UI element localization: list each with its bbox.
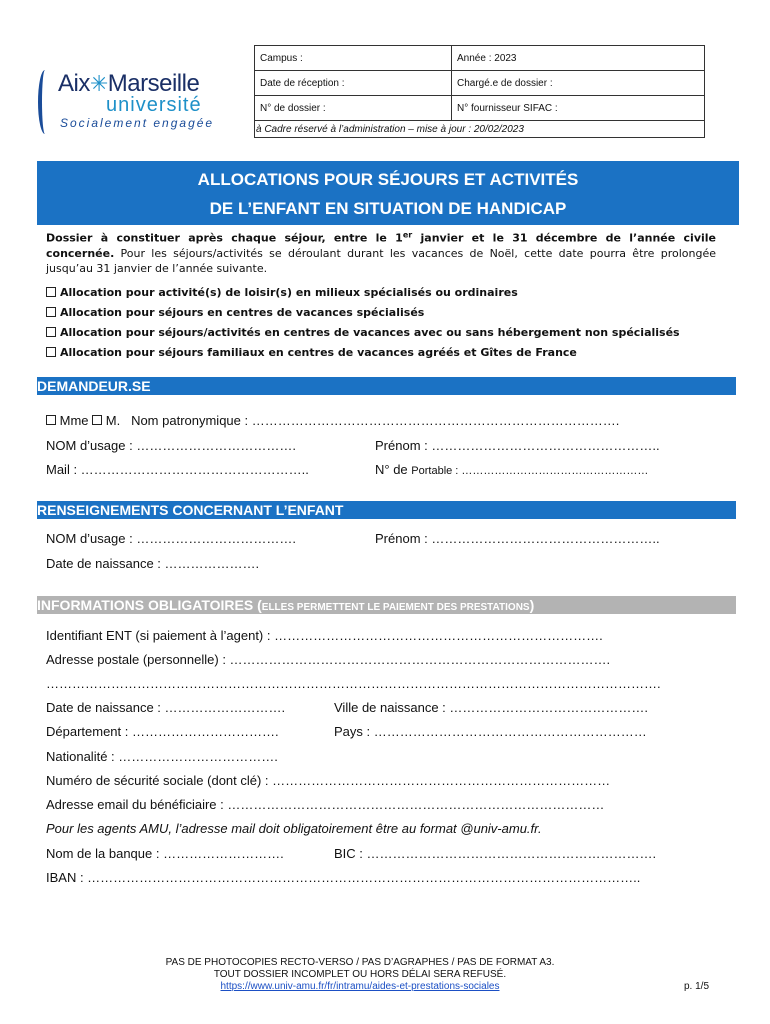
- enfant-naissance[interactable]: Date de naissance : ………………….: [46, 556, 260, 571]
- title-line1: ALLOCATIONS POUR SÉJOURS ET ACTIVITÉS: [197, 170, 579, 189]
- enfant-prenom[interactable]: Prénom : ……………………………………………..: [375, 531, 660, 546]
- title-line2: DE L’ENFANT EN SITUATION DE HANDICAP: [209, 199, 567, 218]
- pays[interactable]: Pays : ………………………………………………………: [334, 724, 647, 739]
- logo-bracket: [38, 70, 52, 134]
- demandeur-prenom[interactable]: Prénom : ……………………………………………..: [375, 438, 660, 453]
- checkbox[interactable]: [46, 307, 56, 317]
- checkbox[interactable]: [46, 327, 56, 337]
- adresse-suite[interactable]: …………………………………………………………………………………………………………………………….: [46, 676, 661, 691]
- email-beneficiaire[interactable]: Adresse email du bénéficiaire : ……………………………………………………………………………: [46, 797, 605, 812]
- checkbox-mme[interactable]: [46, 415, 56, 425]
- footer-line2: TOUT DOSSIER INCOMPLET OU HORS DÉLAI SERA REFUSÉ.: [213, 969, 507, 980]
- logo-name: Aix✳Marseille: [58, 70, 200, 97]
- section-informations: INFORMATIONS OBLIGATOIRES (ELLES PERMETTENT LE PAIEMENT DES PRESTATIONS): [37, 596, 736, 614]
- securite-sociale[interactable]: Numéro de sécurité sociale (dont clé) : ……………………………………………………………………: [46, 773, 611, 788]
- option-row[interactable]: Allocation pour activité(s) de loisir(s) en milieux spécialisés ou ordinaires: [46, 285, 736, 305]
- admin-campus: Campus :: [255, 46, 452, 71]
- info-naissance[interactable]: Date de naissance : ……………………….: [46, 700, 286, 715]
- university-logo: [38, 68, 238, 138]
- option-row[interactable]: Allocation pour séjours en centres de vacances spécialisés: [46, 305, 736, 325]
- identifiant-ent[interactable]: Identifiant ENT (si paiement à l’agent) : ………………………………………………………………….: [46, 628, 603, 643]
- admin-charge-dossier: Chargé.e de dossier :: [452, 71, 705, 96]
- note-agents-amu: Pour les agents AMU, l’adresse mail doit obligatoirement être au format @univ-amu.fr.: [46, 821, 542, 836]
- checkbox[interactable]: [46, 347, 56, 357]
- ville-naissance[interactable]: Ville de naissance : ……………………………………….: [334, 700, 648, 715]
- intro-text: Dossier à constituer après chaque séjour, entre le 1er janvier et le 31 décembre de l’année civile concernée. Pour les séjours/activités se déroulant durant les vacances de Noël, cette date pourra être prolongée jusqu’au 31 janvier de l’année suivante.: [46, 230, 716, 275]
- civilite-line: Mme M. Nom patronymique : ………………………………………………………………………….: [46, 413, 619, 428]
- admin-annee: Année : 2023: [452, 46, 705, 71]
- nationalite[interactable]: Nationalité : ……………………………….: [46, 749, 278, 764]
- enfant-nom-usage[interactable]: NOM d’usage : ……………………………….: [46, 531, 296, 546]
- nom-patronymique-field[interactable]: Nom patronymique : ………………………………………………………………………….: [131, 413, 620, 428]
- demandeur-portable[interactable]: N° de Portable : ……………………………………………: [375, 462, 649, 477]
- iban[interactable]: IBAN : ………………………………………………………………………………………………………………..: [46, 870, 641, 885]
- section-demandeur: DEMANDEUR.SE: [37, 377, 736, 395]
- adresse-postale[interactable]: Adresse postale (personnelle) : …………………………………………………………………………….: [46, 652, 611, 667]
- demandeur-mail[interactable]: Mail : ……………………………………………..: [46, 462, 309, 477]
- demandeur-nom-usage[interactable]: NOM d’usage : ……………………………….: [46, 438, 296, 453]
- footer: [100, 957, 620, 993]
- checkbox[interactable]: [46, 287, 56, 297]
- departement[interactable]: Département : …………………………….: [46, 724, 279, 739]
- option-row[interactable]: Allocation pour séjours/activités en centres de vacances avec ou sans hébergement non spécialisés: [46, 325, 736, 345]
- footer-link[interactable]: https://www.univ-amu.fr/fr/intramu/aides-et-prestations-sociales: [220, 981, 500, 992]
- allocation-options: [46, 285, 736, 365]
- title-band: [37, 161, 739, 225]
- admin-num-dossier: N° de dossier :: [255, 96, 452, 121]
- section-enfant: RENSEIGNEMENTS CONCERNANT L’ENFANT: [37, 501, 736, 519]
- bic[interactable]: BIC : ………………………………………………………….: [334, 846, 657, 861]
- admin-table: [254, 45, 705, 138]
- checkbox-m[interactable]: [92, 415, 102, 425]
- admin-date-reception: Date de réception :: [255, 71, 452, 96]
- logo-star-icon: ✳: [89, 71, 108, 96]
- admin-note: à Cadre réservé à l’administration – mise à jour : 20/02/2023: [255, 121, 705, 138]
- option-row[interactable]: Allocation pour séjours familiaux en centres de vacances agréés et Gîtes de France: [46, 345, 736, 365]
- footer-line1: PAS DE PHOTOCOPIES RECTO-VERSO / PAS D’AGRAPHES / PAS DE FORMAT A3.: [165, 957, 555, 968]
- page-number: p. 1/5: [684, 981, 710, 992]
- admin-num-sifac: N° fournisseur SIFAC :: [452, 96, 705, 121]
- nom-banque[interactable]: Nom de la banque : ……………………….: [46, 846, 284, 861]
- logo-tagline: Socialement engagée: [60, 116, 215, 130]
- logo-universite: université: [106, 94, 202, 116]
